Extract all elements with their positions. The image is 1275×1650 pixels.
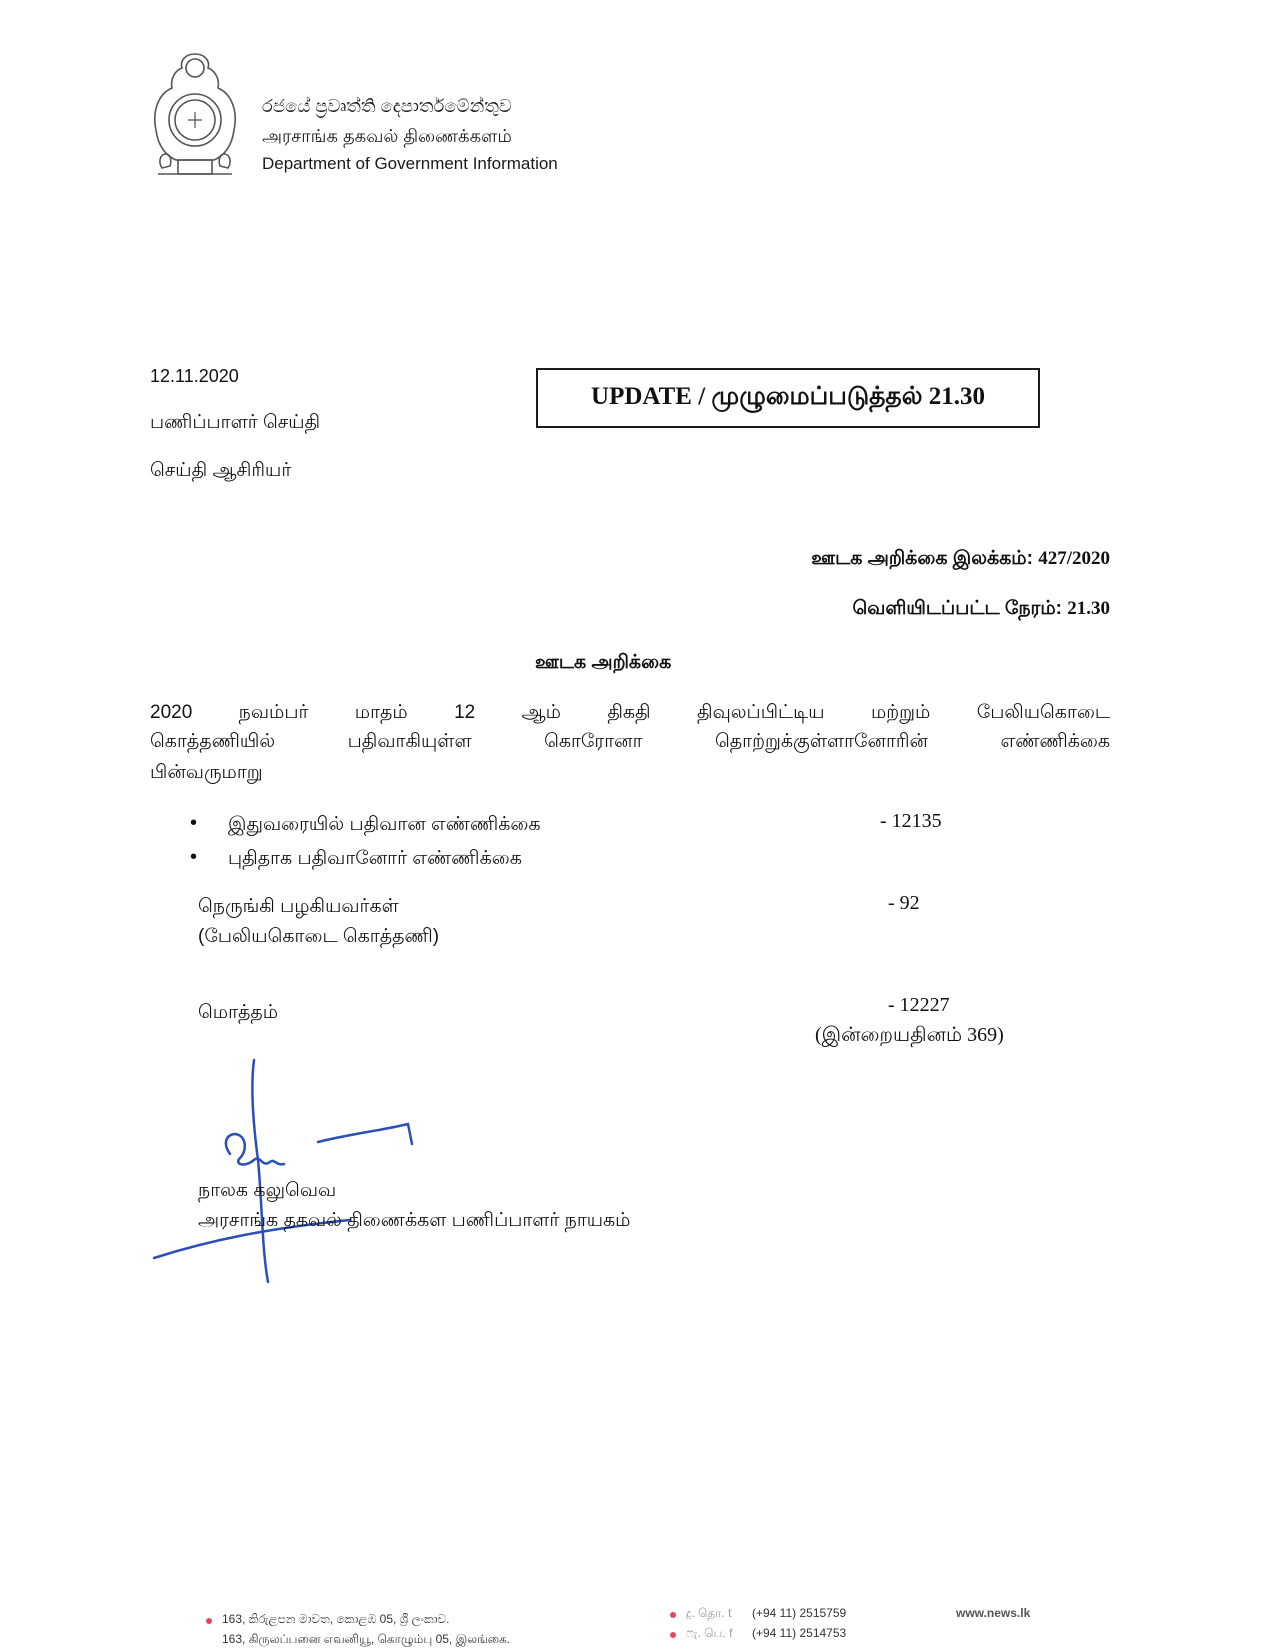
media-release-heading: ஊடக அறிக்கை bbox=[535, 652, 672, 673]
dept-name-english: Department of Government Information bbox=[262, 154, 558, 173]
footer-phone-icon bbox=[670, 1612, 676, 1618]
to-editor: செய்தி ஆசிரியர் bbox=[150, 460, 292, 481]
release-time-line bbox=[660, 598, 1110, 622]
footer-fax: (+94 11) 2514753 bbox=[752, 1626, 847, 1640]
contacts-value: - 92 bbox=[888, 892, 920, 914]
footer-phone-prefix: දු. தொ. t bbox=[686, 1606, 732, 1620]
release-date: 12.11.2020 bbox=[150, 366, 239, 386]
release-time: 21.30 bbox=[1067, 598, 1110, 619]
dept-name-tamil: அரசாங்க தகவல் திணைக்களம் bbox=[262, 126, 512, 146]
paragraph-line-3: பின்வருமாறு bbox=[150, 762, 263, 783]
release-number: 427/2020 bbox=[1038, 548, 1110, 569]
contacts-sub: (பேலியகொடை கொத்தணி) bbox=[198, 926, 440, 947]
dept-name-sinhala: රජයේ ප්‍රවෘත්ති දෙපාර්තමේන්තුව bbox=[262, 96, 512, 116]
footer-bullet-icon bbox=[206, 1618, 212, 1624]
item-value-total-to-date: - 12135 bbox=[880, 810, 942, 832]
today-note: (இன்றையதினம் 369) bbox=[815, 1024, 1004, 1046]
bullet-icon: • bbox=[190, 812, 198, 834]
footer-website[interactable]: www.news.lk bbox=[956, 1606, 1031, 1620]
total-label: மொத்தம் bbox=[198, 1002, 279, 1023]
paragraph-line-1: 2020 நவம்பர் மாதம் 12 ஆம் திகதி திவுலப்பிட்டிய மற்றும் பேலியகொடை bbox=[150, 702, 1110, 723]
bullet-icon: • bbox=[190, 846, 198, 868]
item-label-new-cases: புதிதாக பதிவானோர் எண்ணிக்கை bbox=[228, 848, 522, 869]
release-number-label: ஊடக அறிக்கை இலக்கம்: bbox=[811, 548, 1033, 569]
sri-lanka-emblem-icon bbox=[148, 50, 243, 180]
footer-phone: (+94 11) 2515759 bbox=[752, 1606, 847, 1620]
item-label-total-to-date: இதுவரையில் பதிவான எண்ணிக்கை bbox=[228, 814, 541, 835]
signatory-title: அரசாங்க தகவல் திணைக்கள பணிப்பாளர் நாயகம் bbox=[198, 1210, 631, 1231]
release-number-line bbox=[660, 548, 1110, 572]
to-director: பணிப்பாளர் செய்தி bbox=[150, 412, 321, 433]
paragraph-line-2: கொத்தணியில் பதிவாகியுள்ள கொரோனா தொற்றுக்குள்ளானோரின் எண்ணிக்கை bbox=[150, 731, 1110, 752]
release-time-label: வெளியிடப்பட்ட நேரம்: bbox=[852, 598, 1062, 619]
update-box: UPDATE / முழுமைப்படுத்தல் 21.30 bbox=[536, 368, 1040, 428]
contacts-label: நெருங்கி பழகியவர்கள் bbox=[198, 896, 399, 917]
total-value: - 12227 bbox=[888, 994, 950, 1016]
footer-fax-icon bbox=[670, 1632, 676, 1638]
footer-fax-prefix: ෆැ. பெ. f bbox=[686, 1626, 733, 1640]
footer-address-tamil: 163, கிருலப்பனை எவனியூ, கொழும்பு 05, இலங்கை. bbox=[222, 1632, 511, 1646]
signature-scribble bbox=[150, 1050, 430, 1290]
signatory-name: நாலக கலுவெவ bbox=[198, 1180, 337, 1201]
footer-address-sinhala: 163, කිරුළපන මාවත, කොළඹ 05, ශ්‍රී ලංකාව. bbox=[222, 1612, 450, 1626]
